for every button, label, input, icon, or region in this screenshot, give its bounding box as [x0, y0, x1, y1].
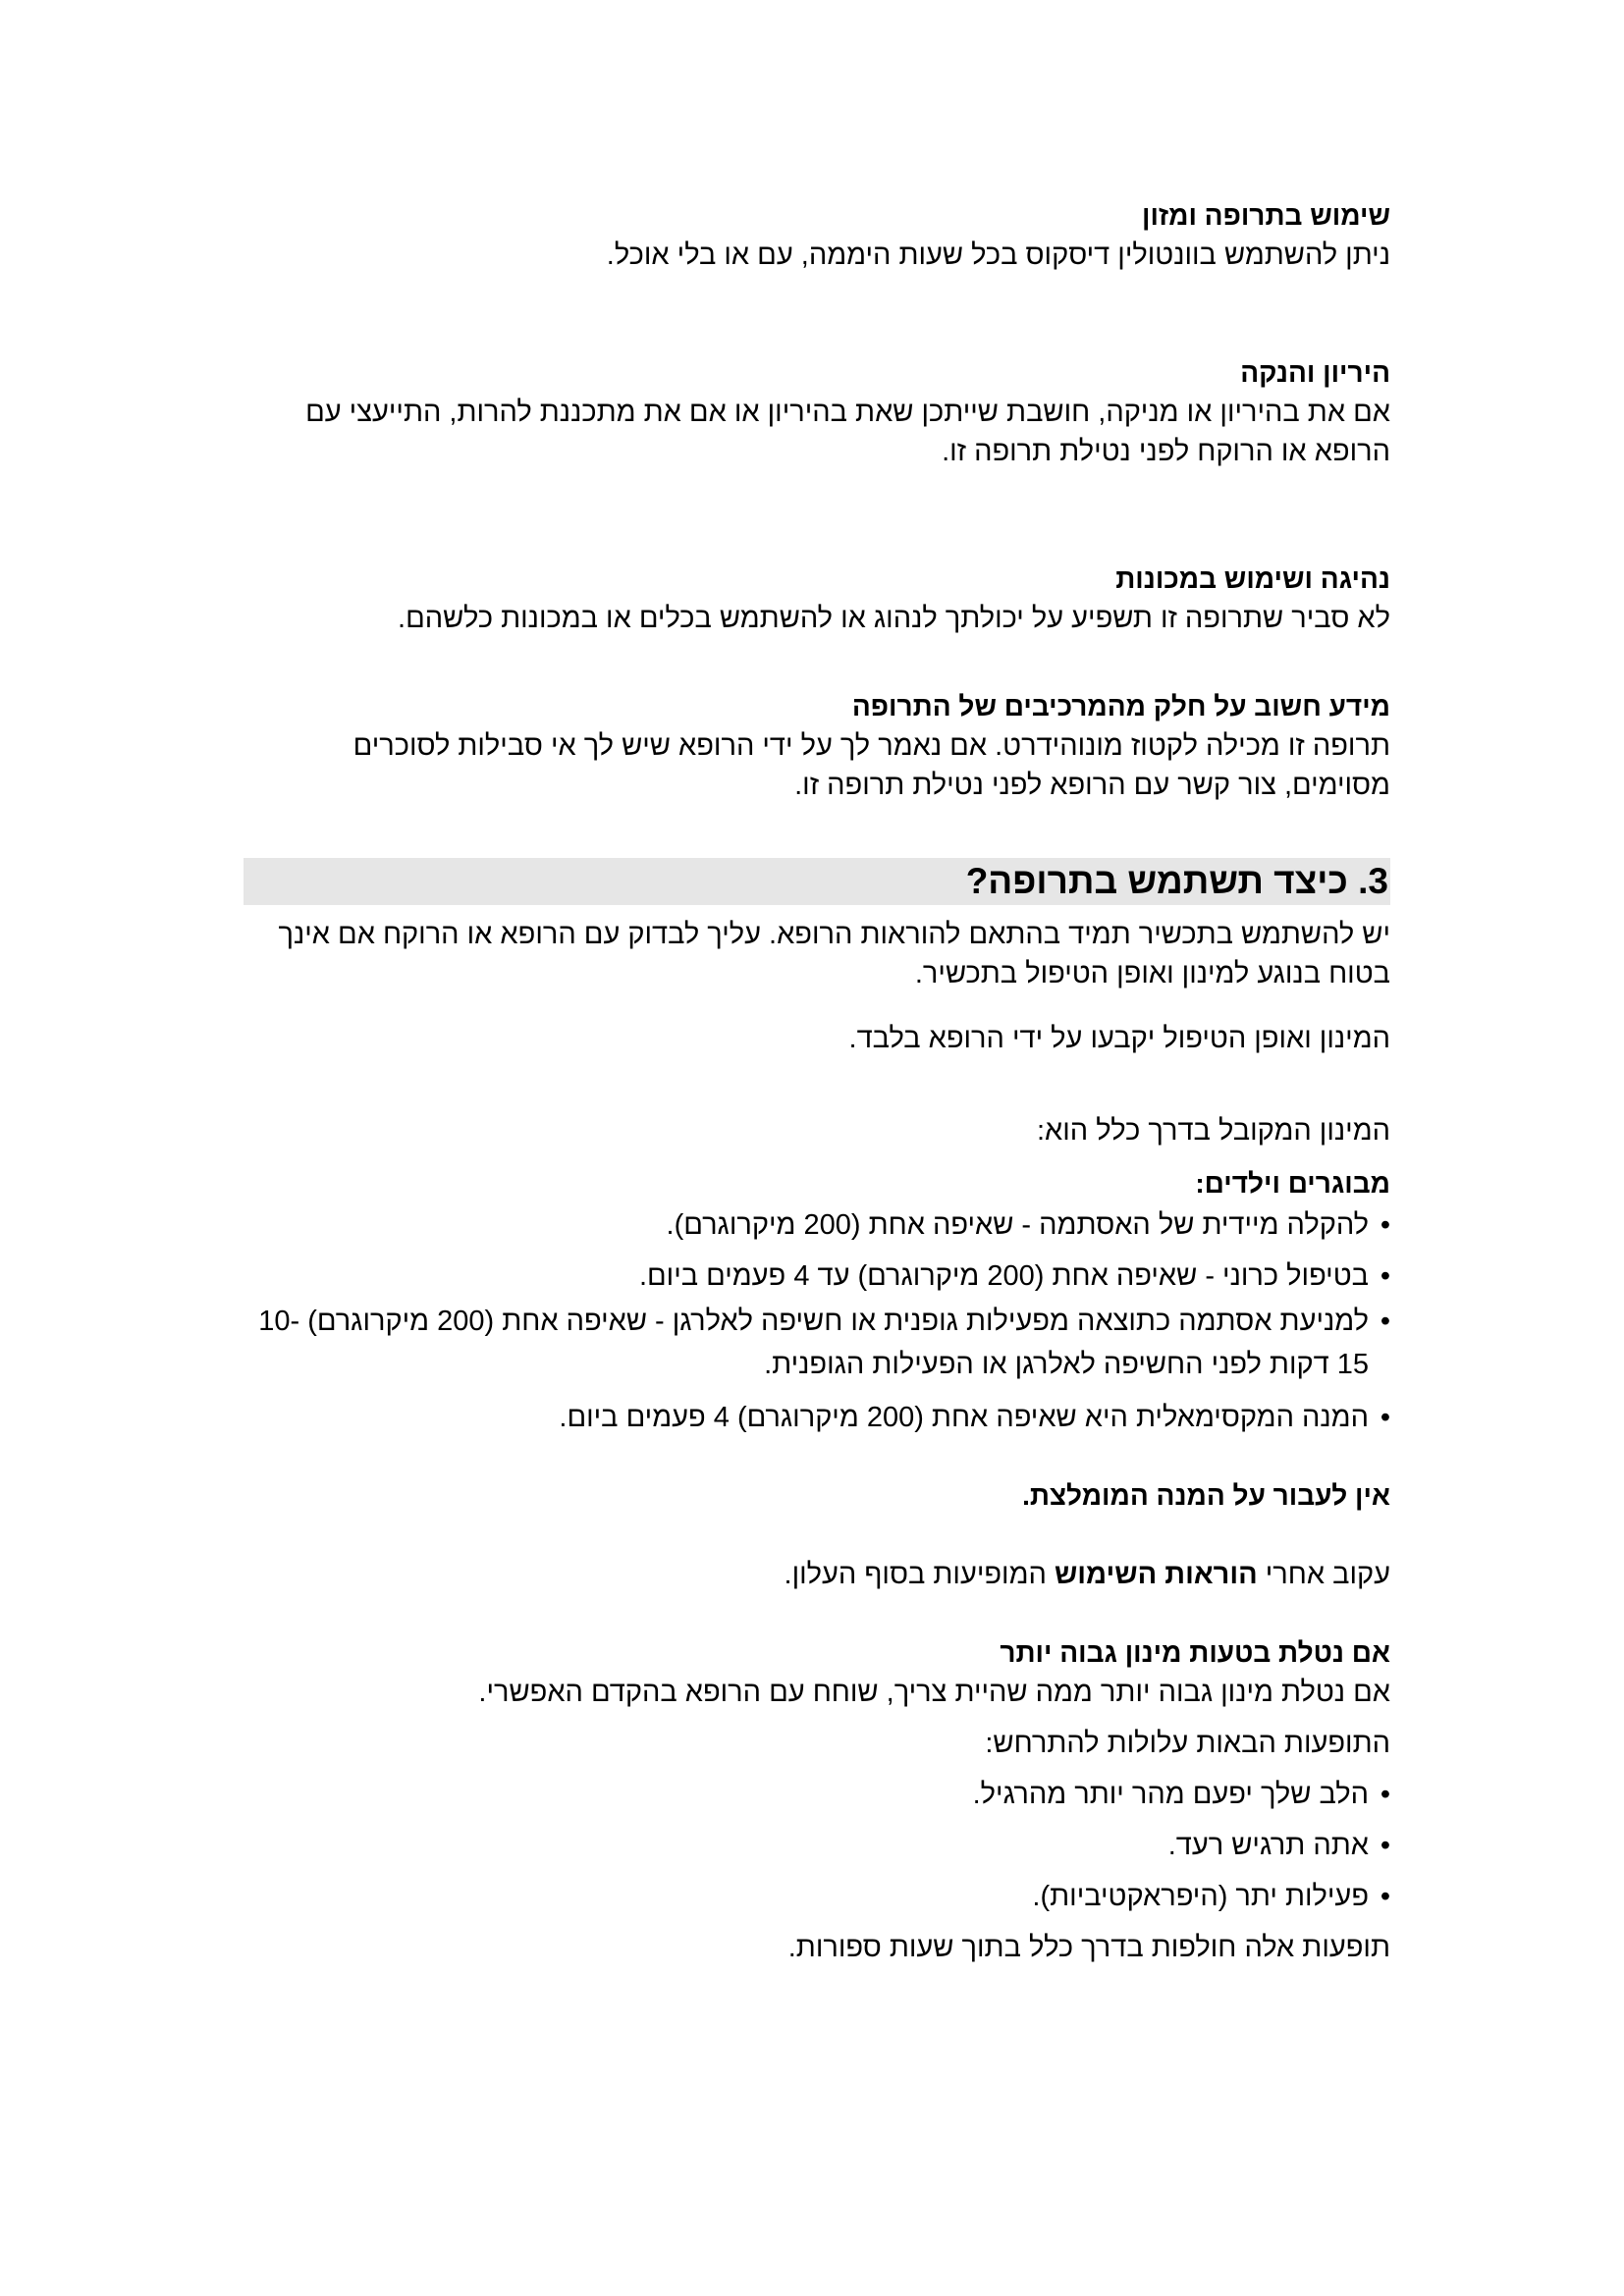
list-item: • להקלה מיידית של האסתמה - שאיפה אחת (200 מיקרוגרם).	[244, 1205, 1390, 1245]
overdose-effects-intro: התופעות הבאות עלולות להתרחש:	[985, 1728, 1390, 1759]
list-item: • אתה תרגיש רעד.	[244, 1826, 1390, 1865]
follow-prefix: עקוב אחרי	[1257, 1559, 1390, 1590]
driving-text: לא סביר שתרופה זו תשפיע על יכולתך לנהוג או להשתמש בכלים או במכונות כלשהם.	[398, 603, 1390, 634]
driving-section	[244, 560, 1390, 638]
food-text: ניתן להשתמש בוונטולין דיסקוס בכל שעות היממה, עם או בלי אוכל.	[606, 240, 1390, 271]
list-item: • בטיפול כרוני - שאיפה אחת (200 מיקרוגרם) עד 4 פעמים ביום.	[244, 1256, 1390, 1296]
overdose-effects-list	[244, 1775, 1390, 1916]
adults-children-heading: מבוגרים וילדים:	[1195, 1168, 1390, 1199]
food-heading: שימוש בתרופה ומזון	[1142, 200, 1390, 231]
list-item: • פעילות יתר (היפראקטיביות).	[244, 1877, 1390, 1916]
section-3-intro: יש להשתמש בתכשיר תמיד בהתאם להוראות הרופא. עליך לבדוק עם הרופא או הרוקח אם אינך בטוח בנוגע למינון ואופן הטיפול בתכשיר.	[278, 919, 1390, 989]
pregnancy-section	[244, 353, 1390, 471]
follow-instructions	[244, 1555, 1390, 1594]
driving-heading: נהיגה ושימוש במכונות	[1115, 563, 1390, 594]
overdose-heading: אם נטלת בטעות מינון גבוה יותר	[1000, 1637, 1390, 1668]
follow-bold: הוראות השימוש	[1054, 1559, 1258, 1590]
follow-suffix: המופיעות בסוף העלון.	[784, 1559, 1055, 1590]
ingredients-heading: מידע חשוב על חלק מהמרכיבים של התרופה	[851, 691, 1390, 721]
pregnancy-text: אם את בהיריון או מניקה, חושבת שייתכן שאת בהיריון או אם את מתכננת להרות, התייעצי עם הרופא או הרוקח לפני נטילת תרופה זו.	[305, 397, 1390, 467]
overdose-text: אם נטלת מינון גבוה יותר ממה שהיית צריך, שוחח עם הרופא בהקדם האפשרי.	[478, 1677, 1390, 1708]
list-item: • למניעת אסתמה כתוצאה מפעילות גופנית או חשיפה לאלרגן - שאיפה אחת (200 מיקרוגרם) 10-15 דקות לפני החשיפה לאלרגן או הפעילות הגופנית.	[244, 1300, 1390, 1386]
list-item: • המנה המקסימאלית היא שאיפה אחת (200 מיקרוגרם) 4 פעמים ביום.	[244, 1398, 1390, 1437]
overdose-closing: תופעות אלה חולפות בדרך כלל בתוך שעות ספורות.	[787, 1932, 1390, 1963]
ingredients-section	[244, 687, 1390, 805]
usual-dosage: המינון המקובל בדרך כלל הוא:	[1036, 1115, 1390, 1147]
food-section	[244, 196, 1390, 275]
ingredients-text: תרופה זו מכילה לקטוז מונוהידרט. אם נאמר לך על ידי הרופא שיש לך אי סבילות לסוכרים מסוימים, צור קשר עם הרופא לפני נטילת תרופה זו.	[352, 730, 1390, 801]
overdose-section	[244, 1633, 1390, 1967]
section-3-title: 3. כיצד תשתמש בתרופה?	[244, 858, 1390, 905]
pregnancy-heading: היריון והנקה	[1240, 357, 1390, 388]
do-not-exceed: אין לעבור על המנה המומלצת.	[1022, 1480, 1390, 1511]
list-item: • הלב שלך יפעם מהר יותר מהרגיל.	[244, 1775, 1390, 1814]
dosage-by-doctor: המינון ואופן הטיפול יקבעו על ידי הרופא בלבד.	[848, 1023, 1390, 1054]
dosage-list	[244, 1205, 1390, 1437]
leaflet-page	[244, 196, 1390, 1967]
